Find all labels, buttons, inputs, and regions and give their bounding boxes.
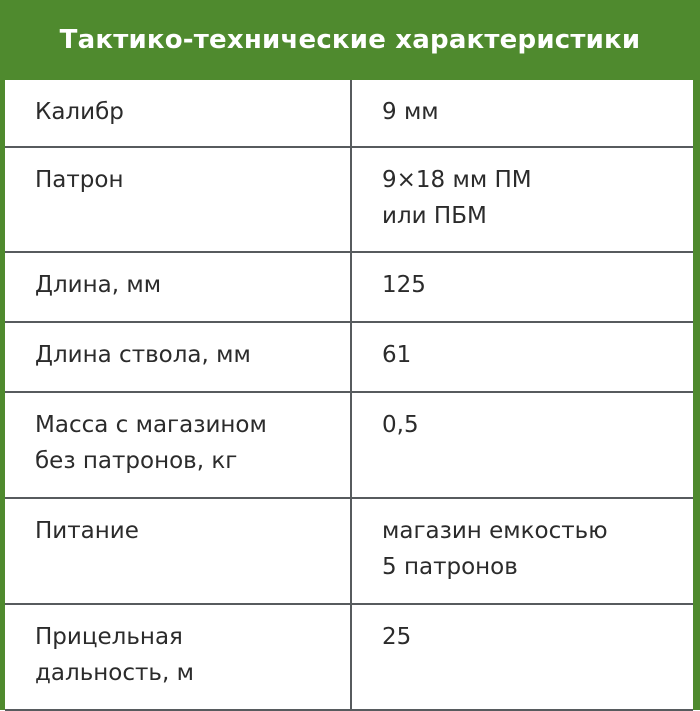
- spec-label-cell: [5, 147, 351, 252]
- spec-label: Питание: [35, 518, 139, 544]
- spec-label-cell: [5, 80, 351, 147]
- spec-label-cell: [5, 604, 351, 710]
- spec-label-cell: [5, 392, 351, 498]
- spec-label: Патрон: [35, 167, 124, 193]
- table-row: [5, 147, 693, 252]
- table-row: [5, 322, 693, 392]
- table-row: [5, 392, 693, 498]
- table-row: [5, 80, 693, 147]
- spec-label-cell: [5, 322, 351, 392]
- spec-value-cell: [351, 392, 693, 498]
- spec-label: Прицельная: [35, 624, 183, 650]
- spec-label-cell: [5, 252, 351, 322]
- spec-label-cell: [5, 498, 351, 604]
- spec-label: дальность, м: [35, 660, 194, 686]
- spec-value: 9 мм: [382, 99, 439, 125]
- spec-value-cell: [351, 604, 693, 710]
- spec-value-cell: [351, 498, 693, 604]
- spec-value-cell: [351, 252, 693, 322]
- table-row: [5, 498, 693, 604]
- specs-table: [5, 80, 693, 711]
- spec-label: Длина, мм: [35, 272, 162, 298]
- spec-value-cell: [351, 147, 693, 252]
- spec-label: Длина ствола, мм: [35, 342, 251, 368]
- spec-label: Калибр: [35, 99, 124, 125]
- spec-value: 125: [382, 272, 426, 298]
- spec-value-cell: [351, 322, 693, 392]
- spec-value-cell: [351, 80, 693, 147]
- spec-value: или ПБМ: [382, 203, 487, 229]
- spec-value: 61: [382, 342, 412, 368]
- table-title: Тактико-технические характеристики: [59, 25, 641, 55]
- spec-value: 25: [382, 624, 412, 650]
- spec-value: магазин емкостью: [382, 518, 608, 544]
- table-row: [5, 604, 693, 710]
- spec-value: 5 патронов: [382, 554, 518, 580]
- spec-value: 0,5: [382, 412, 419, 438]
- spec-label: без патронов, кг: [35, 448, 238, 474]
- table-row: [5, 252, 693, 322]
- spec-label: Масса с магазином: [35, 412, 267, 438]
- spec-value: 9×18 мм ПМ: [382, 167, 532, 193]
